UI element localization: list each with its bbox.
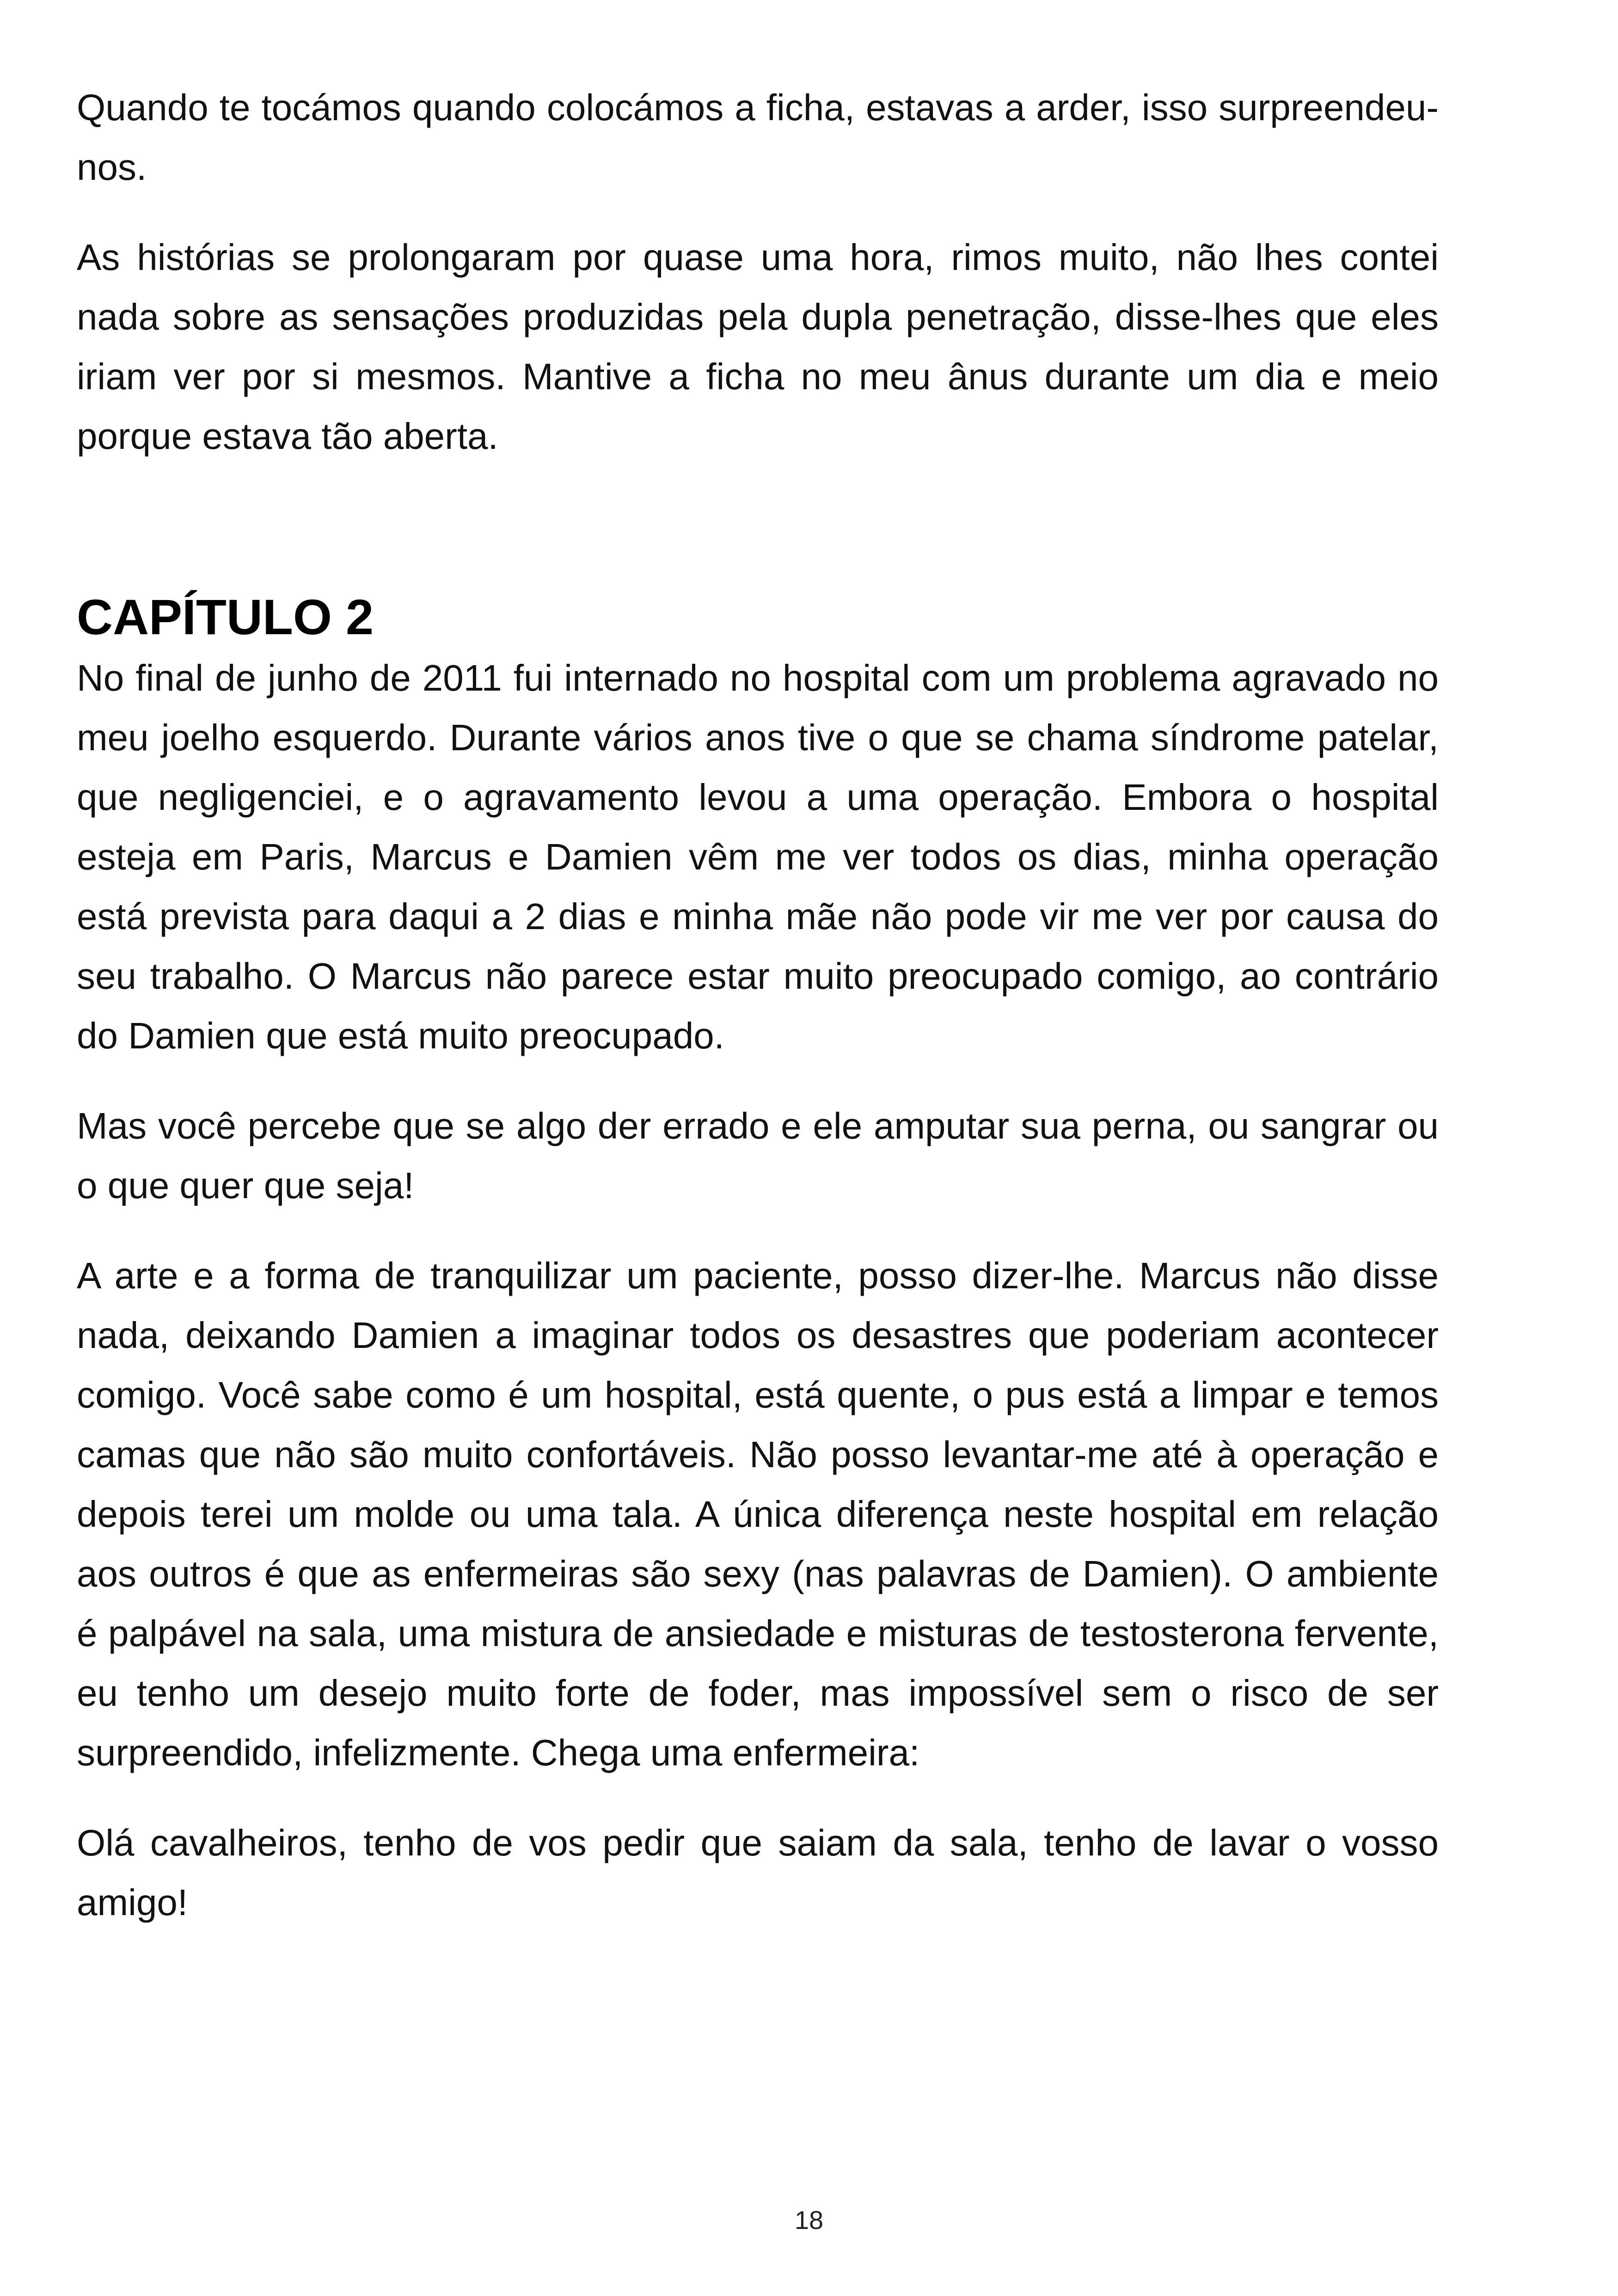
page-number: 18 <box>794 2205 824 2235</box>
paragraph: Quando te tocámos quando colocámos a ficha, estavas a arder, isso surpreendeu-nos. <box>77 87 1439 188</box>
paragraph: A arte e a forma de tranquilizar um paciente, posso dizer-lhe. Marcus não disse nada, deixando Damien a imaginar todos os desastres que poderiam acontecer comigo. Você sabe como é um hospital, está quente, o pus está a limpar e temos camas que não são muito confortáveis. Não posso levantar-me até à operação e depois terei um molde ou uma tala. A única diferença neste hospital em relação aos outros é que as enfermeiras são sexy (nas palavras de Damien). O ambiente é palpável na sala, uma mistura de ansiedade e misturas de testosterona fervente, eu tenho um desejo muito forte de foder, mas impossível sem o risco de ser surpreendido, infelizmente. Chega uma enfermeira: <box>77 1255 1439 1773</box>
paragraph: As histórias se prolongaram por quase uma hora, rimos muito, não lhes contei nada sobre as sensações produzidas pela dupla penetração, disse-lhes que eles iriam ver por si mesmos. Mantive a ficha no meu ânus durante um dia e meio porque estava tão aberta. <box>77 237 1439 457</box>
paragraph: Mas você percebe que se algo der errado e ele amputar sua perna, ou sangrar ou o que quer que seja! <box>77 1105 1439 1206</box>
paragraph: Olá cavalheiros, tenho de vos pedir que saiam da sala, tenho de lavar o vosso amigo! <box>77 1822 1439 1923</box>
chapter-title: CAPÍTULO 2 <box>77 589 374 645</box>
text-block-before-chapter <box>77 78 1439 496</box>
paragraph: No final de junho de 2011 fui internado no hospital com um problema agravado no meu joelho esquerdo. Durante vários anos tive o que se chama síndrome patelar, que negligenciei, e o agravamento levou a uma operação. Embora o hospital esteja em Paris, Marcus e Damien vêm me ver todos os dias, minha operação está prevista para daqui a 2 dias e minha mãe não pode vir me ver por causa do seu trabalho. O Marcus não parece estar muito preocupado comigo, ao contrário do Damien que está muito preocupado. <box>77 657 1439 1056</box>
text-block-chapter-body <box>77 648 1439 1963</box>
